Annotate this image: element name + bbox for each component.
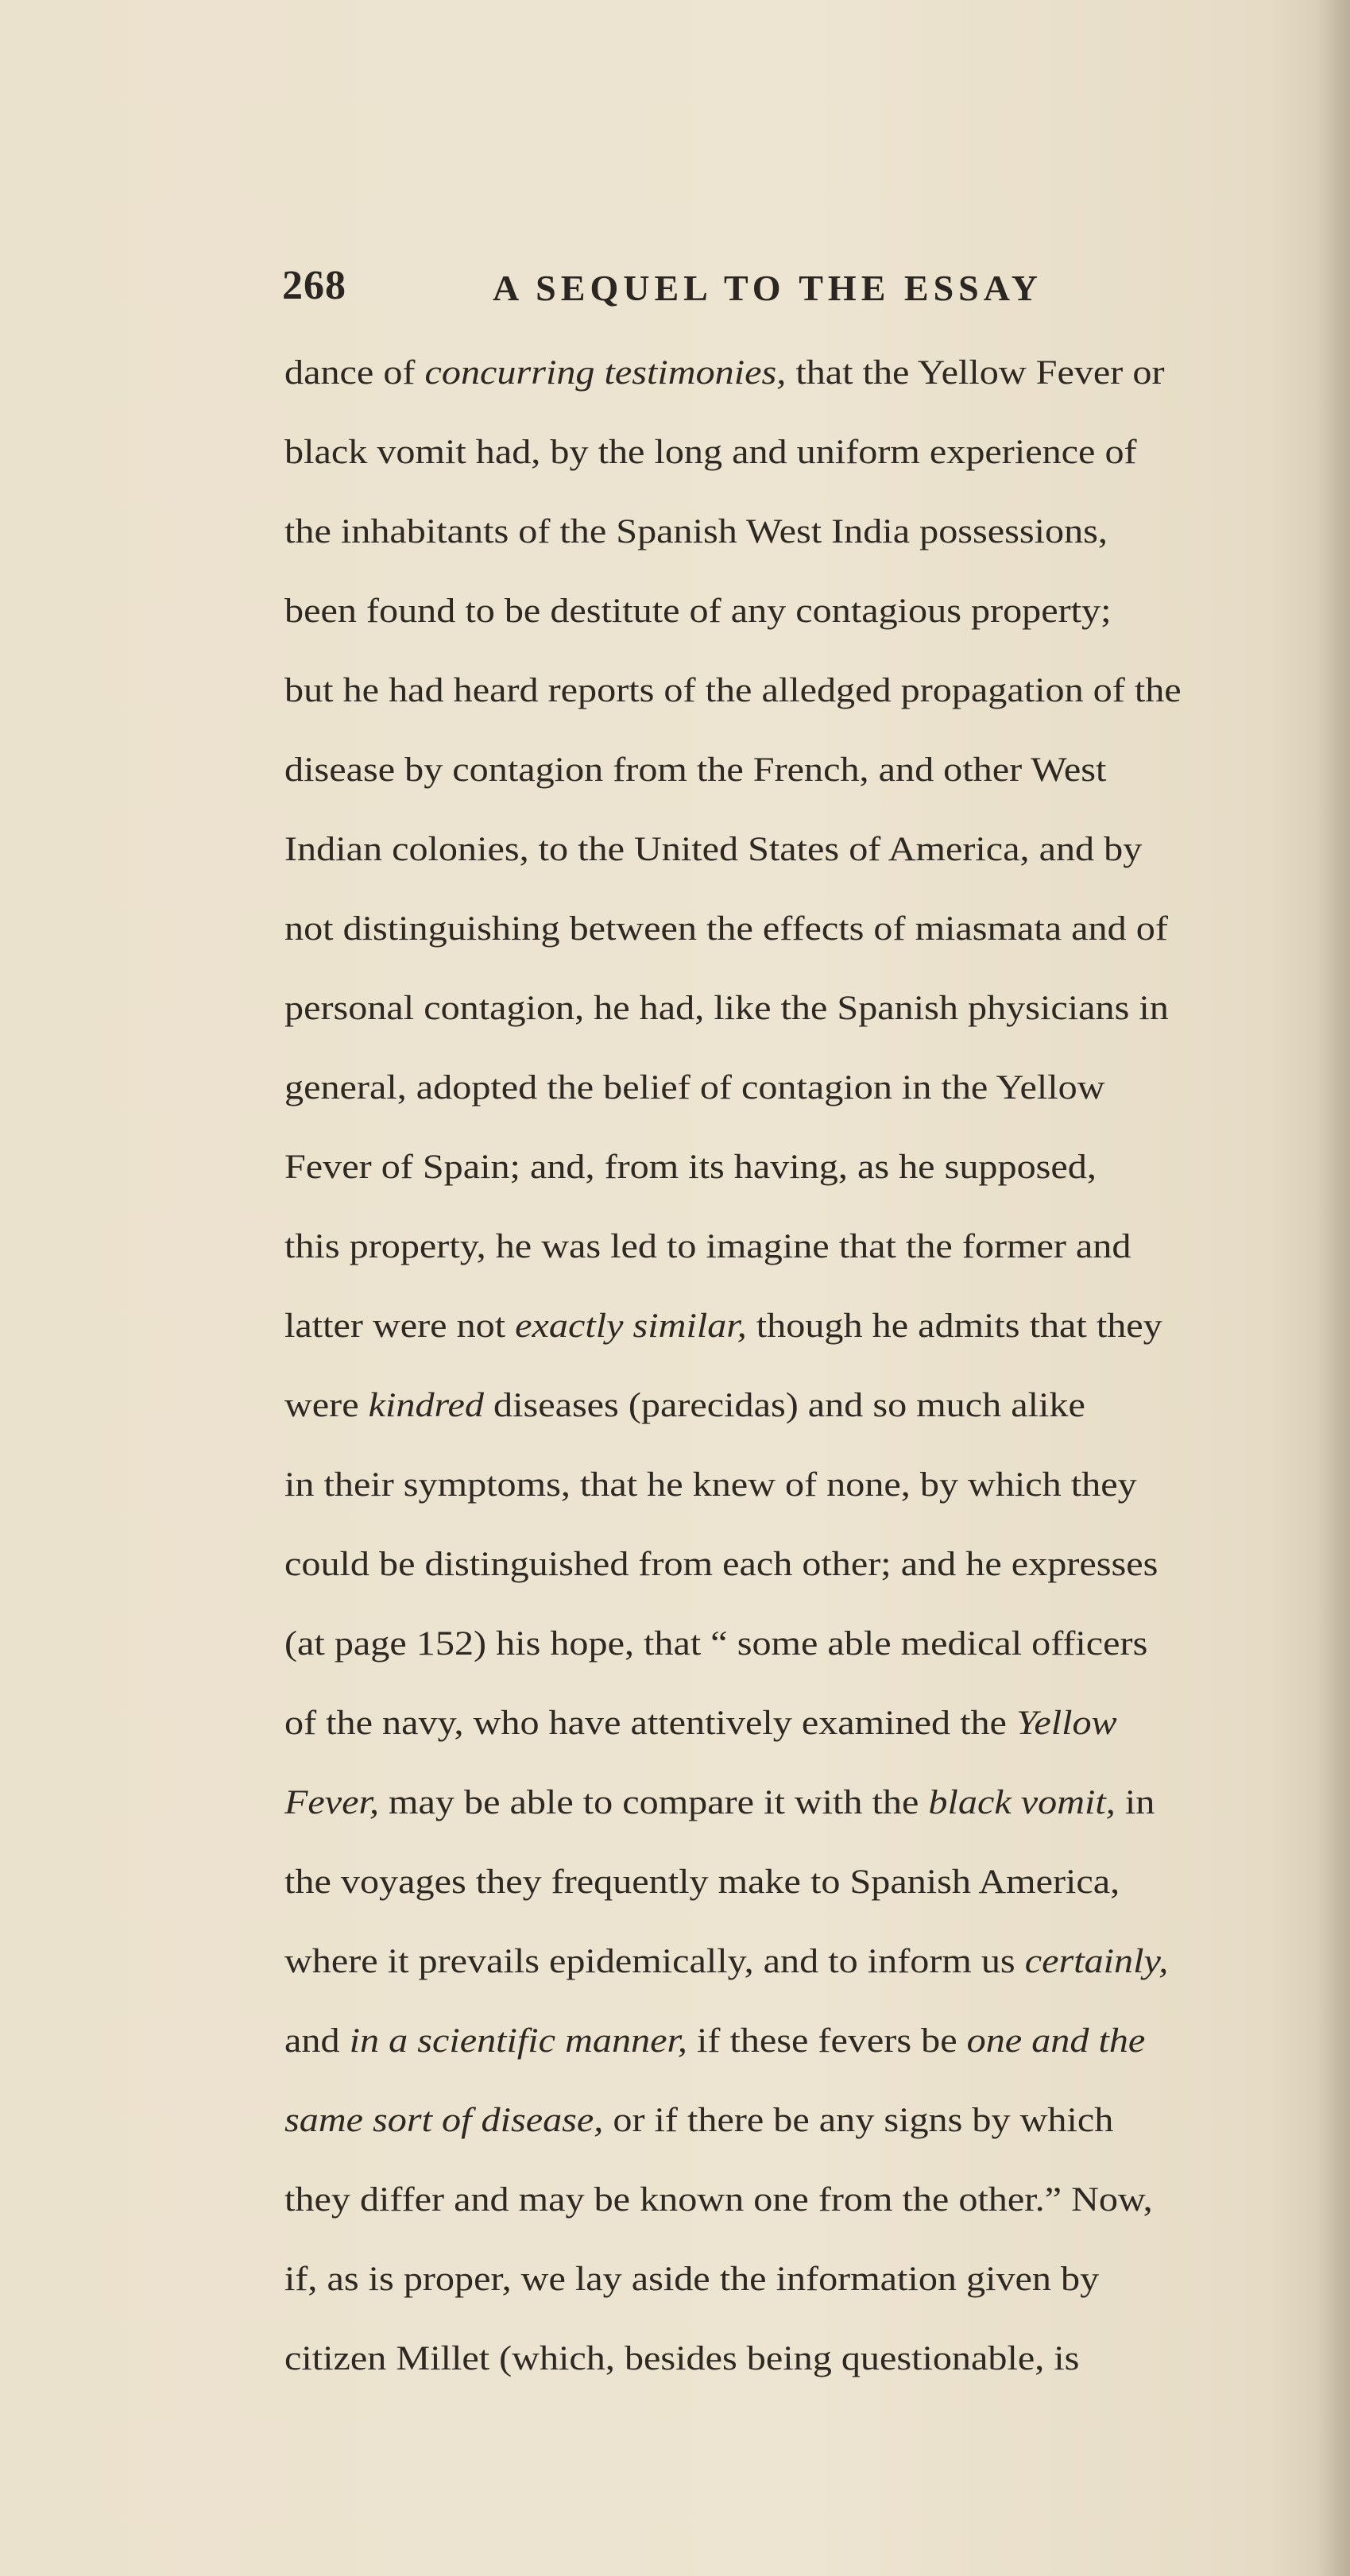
text-line xyxy=(284,1859,1120,1906)
text-line xyxy=(284,1303,1162,1350)
text-run: personal contagion, he had, like the Spanish physicians in xyxy=(284,990,1169,1027)
page-header xyxy=(282,262,1124,326)
italic-text: one and the xyxy=(966,2022,1146,2060)
text-run: or if there be any signs by which xyxy=(603,2102,1114,2139)
text-line xyxy=(284,588,1112,635)
text-line xyxy=(284,1779,1155,1827)
text-line xyxy=(284,1144,1097,1191)
text-run: could be distinguished from each other; and he expresses xyxy=(284,1546,1159,1583)
text-line xyxy=(284,906,1168,953)
text-run: the inhabitants of the Spanish West India possessions, xyxy=(284,513,1108,550)
text-line xyxy=(284,747,1106,794)
text-line xyxy=(284,350,1164,397)
text-run: this property, he was led to imagine that the former and xyxy=(284,1228,1131,1265)
text-run: diseases (parecidas) and so much alike xyxy=(483,1387,1085,1424)
italic-text: in a scientific manner, xyxy=(349,2022,687,2060)
text-line xyxy=(284,1938,1168,1986)
text-line xyxy=(284,2097,1113,2145)
text-run: Indian colonies, to the United States of America, and by xyxy=(284,831,1143,868)
text-run: if these fevers be xyxy=(687,2022,967,2060)
italic-text: Yellow xyxy=(1015,1705,1117,1742)
text-line xyxy=(284,1462,1137,1509)
text-run: been found to be destitute of any contagious property; xyxy=(284,593,1112,630)
text-line xyxy=(284,2335,1079,2383)
text-run: were xyxy=(284,1387,369,1424)
text-line xyxy=(284,1700,1117,1748)
text-line xyxy=(284,2176,1153,2224)
italic-text: kindred xyxy=(368,1387,484,1424)
text-run: that the Yellow Fever or xyxy=(786,354,1165,392)
text-line xyxy=(284,508,1108,556)
page-number: 268 xyxy=(282,263,346,308)
text-line xyxy=(284,1064,1104,1112)
text-line xyxy=(284,2256,1099,2304)
text-line xyxy=(284,1382,1085,1430)
text-line xyxy=(284,985,1169,1033)
text-run: dance of xyxy=(284,354,425,392)
page-edge-shadow xyxy=(1318,0,1350,2576)
text-run: though he admits that they xyxy=(746,1307,1162,1345)
text-run: may be able to compare it with the xyxy=(379,1784,929,1821)
italic-text: same sort of disease, xyxy=(284,2102,604,2139)
italic-text: concurring testimonies, xyxy=(424,354,787,392)
text-run: not distinguishing between the effects of miasmata and of xyxy=(284,910,1168,948)
text-run: if, as is proper, we lay aside the information given by xyxy=(284,2261,1100,2298)
text-run: but he had heard reports of the alledged propagation of the xyxy=(284,672,1182,709)
text-line xyxy=(284,1223,1131,1271)
text-line xyxy=(284,429,1137,477)
italic-text: black vomit, xyxy=(928,1784,1116,1821)
text-run: the voyages they frequently make to Spanish America, xyxy=(284,1863,1120,1901)
text-run: of the navy, who have attentively examined the xyxy=(284,1705,1016,1742)
text-run: black vomit had, by the long and uniform experience of xyxy=(284,434,1137,471)
text-line xyxy=(284,1620,1147,1668)
text-run: they differ and may be known one from the other.” Now, xyxy=(284,2181,1153,2219)
text-run: latter were not xyxy=(284,1307,516,1345)
text-line xyxy=(284,2018,1145,2065)
italic-text: Fever, xyxy=(284,1784,379,1821)
italic-text: exactly similar, xyxy=(515,1307,747,1345)
text-run: where it prevails epidemically, and to inform us xyxy=(284,1943,1025,1980)
text-run: in their symptoms, that he knew of none, by which they xyxy=(284,1466,1137,1504)
text-run: Fever of Spain; and, from its having, as he supposed, xyxy=(284,1149,1097,1186)
text-run: general, adopted the belief of contagion in the Yellow xyxy=(284,1069,1105,1106)
text-run: disease by contagion from the French, and other West xyxy=(284,751,1107,789)
text-run: citizen Millet (which, besides being questionable, is xyxy=(284,2340,1080,2377)
text-line xyxy=(284,667,1182,715)
italic-text: certainly, xyxy=(1024,1943,1169,1980)
text-line xyxy=(284,826,1142,874)
running-head: A SEQUEL TO THE ESSAY xyxy=(493,268,1042,308)
text-line xyxy=(284,1541,1158,1589)
text-run: (at page 152) his hope, that “ some able medical officers xyxy=(284,1625,1148,1663)
text-run: and xyxy=(284,2022,350,2060)
text-run: in xyxy=(1115,1784,1155,1821)
